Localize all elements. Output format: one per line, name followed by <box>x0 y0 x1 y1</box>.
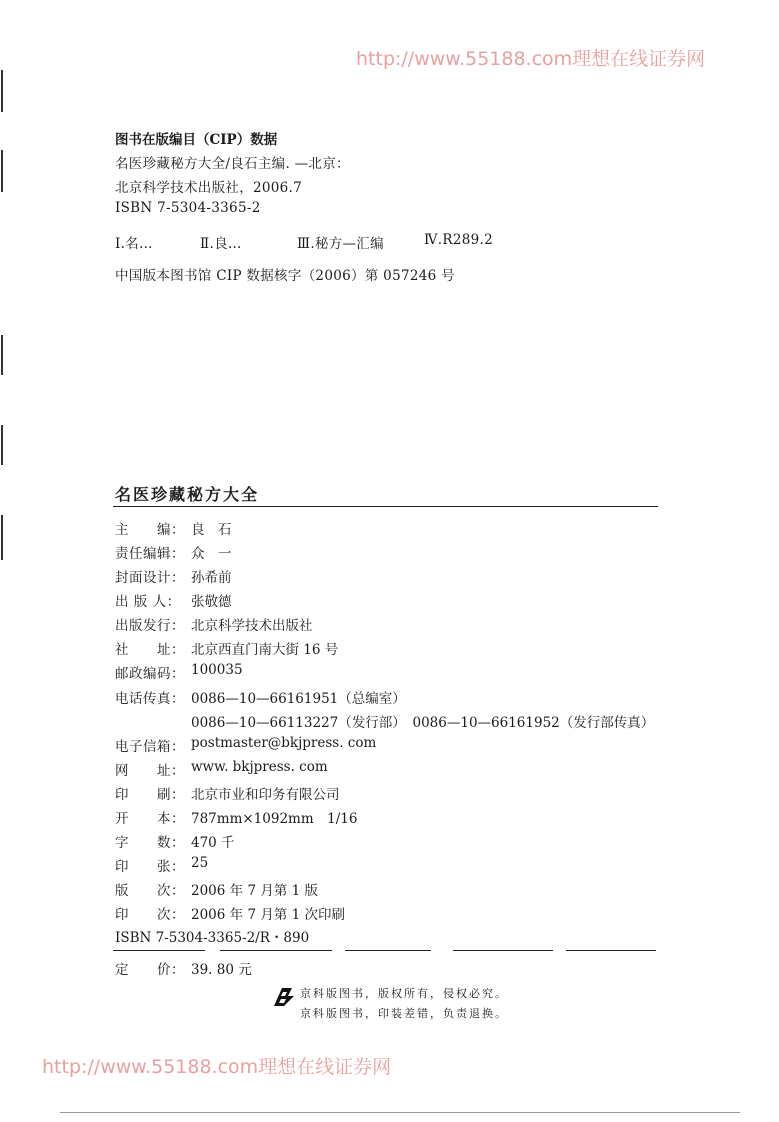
cip-approval: 中国版本图书馆 CIP 数据核字（2006）第 057246 号 <box>115 268 455 284</box>
field-label-address: 社 址： <box>115 642 185 658</box>
field-label-phone: 电话传真： <box>115 691 185 707</box>
scan-edge-mark <box>1 335 3 375</box>
field-value-printing: 2006 年 7 月第 1 次印刷 <box>191 907 345 923</box>
field-value-edition: 2006 年 7 月第 1 版 <box>191 883 318 899</box>
price-rule <box>345 950 431 951</box>
cip-isbn: ISBN 7-5304-3365-2 <box>115 200 261 216</box>
replacement-notice: 京科版图书，印装差错，负责退换。 <box>300 1007 508 1020</box>
price-rule <box>113 950 205 951</box>
cip-line: 北京科学技术出版社，2006.7 <box>115 180 303 196</box>
field-label-printing: 印 次： <box>115 907 185 923</box>
price-rule <box>453 950 553 951</box>
field-value-phone-2: 0086—10—66113227（发行部） 0086—10—66161952（发行部传真） <box>191 715 655 731</box>
field-value-website: www. bkjpress. com <box>191 759 328 775</box>
cip-class-1: Ⅰ.名… <box>115 236 153 252</box>
cip-class-2: Ⅱ.良… <box>200 236 242 252</box>
price-label: 定 价： <box>115 962 185 978</box>
field-label-postcode: 邮政编码： <box>115 666 185 682</box>
field-value-cover: 孙希前 <box>191 570 232 586</box>
publisher-logo-icon <box>270 984 296 1014</box>
watermark-bottom: http://www.55188.com理想在线证券网 <box>42 1056 392 1078</box>
field-label-editor: 主 编： <box>115 522 185 538</box>
watermark-top: http://www.55188.com理想在线证券网 <box>356 48 706 70</box>
scan-edge-mark <box>1 515 3 560</box>
book-title: 名医珍藏秘方大全 <box>115 485 260 504</box>
field-label-printer: 印 刷： <box>115 787 185 803</box>
cip-heading: 图书在版编目（CIP）数据 <box>115 132 278 148</box>
price-rule <box>566 950 656 951</box>
field-value-wordcount: 470 千 <box>191 835 235 851</box>
price-value: 39. 80 元 <box>191 962 252 978</box>
field-label-email: 电子信箱： <box>115 739 185 755</box>
field-value-postcode: 100035 <box>191 662 243 678</box>
field-value-publisher-person: 张敬德 <box>191 594 232 610</box>
field-value-email: postmaster@bkjpress. com <box>191 735 377 751</box>
title-rule <box>113 506 658 507</box>
scan-edge-mark <box>1 150 3 192</box>
cip-class-3: Ⅲ.秘方—汇编 <box>297 236 384 252</box>
scan-edge-mark <box>1 70 3 112</box>
field-value-phone: 0086—10—66161951（总编室） <box>191 691 406 707</box>
field-label-resp-editor: 责任编辑： <box>115 546 185 562</box>
field-label-wordcount: 字 数： <box>115 835 185 851</box>
field-value-publisher: 北京科学技术出版社 <box>191 618 313 634</box>
scan-bottom-edge <box>60 1112 740 1113</box>
field-value-sheets: 25 <box>191 855 209 871</box>
field-value-address: 北京西直门南大街 16 号 <box>191 642 339 658</box>
field-label-publisher-person: 出 版 人： <box>115 594 181 610</box>
cip-class-4: Ⅳ.R289.2 <box>424 232 493 248</box>
copyright-notice: 京科版图书，版权所有，侵权必究。 <box>300 987 508 1000</box>
field-label-edition: 版 次： <box>115 883 185 899</box>
field-value-resp-editor: 众 一 <box>191 546 232 562</box>
field-value-format: 787mm×1092mm 1/16 <box>191 811 358 827</box>
field-label-sheets: 印 张： <box>115 859 185 875</box>
field-label-website: 网 址： <box>115 763 185 779</box>
field-label-publisher: 出版发行： <box>115 618 185 634</box>
price-rule <box>220 950 332 951</box>
field-value-printer: 北京市业和印务有限公司 <box>191 787 340 803</box>
scan-edge-mark <box>1 425 3 465</box>
field-label-cover: 封面设计： <box>115 570 185 586</box>
cip-line: 名医珍藏秘方大全/良石主编. —北京： <box>115 156 350 172</box>
book-isbn: ISBN 7-5304-3365-2/R・890 <box>115 930 310 946</box>
field-label-format: 开 本： <box>115 811 185 827</box>
field-value-editor: 良 石 <box>191 522 232 538</box>
